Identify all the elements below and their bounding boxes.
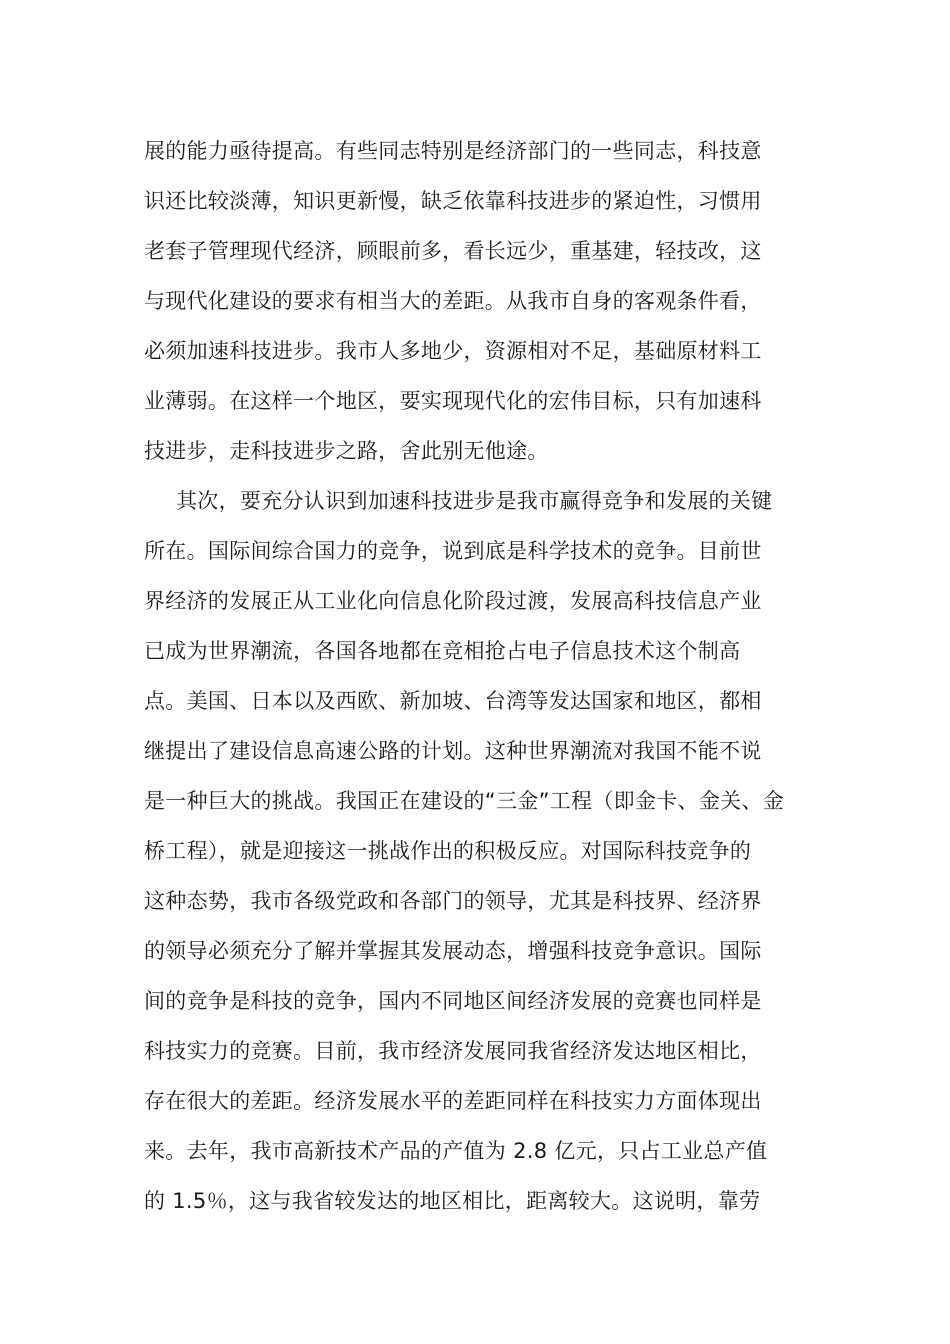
text-line: 与现代化建设的要求有相当大的差距。从我市自身的客观条件看， xyxy=(144,289,762,313)
text-line: 这种态势，我市各级党政和各部门的领导，尤其是科技界、经济界 xyxy=(144,889,762,913)
text-line: 识还比较淡薄，知识更新慢，缺乏依靠科技进步的紧迫性，习惯用 xyxy=(144,189,762,213)
text-line: 继提出了建设信息高速公路的计划。这种世界潮流对我国不能不说 xyxy=(144,739,762,763)
text-line: 间的竞争是科技的竞争，国内不同地区间经济发展的竞赛也同样是 xyxy=(144,989,762,1013)
text-line: 存在很大的差距。经济发展水平的差距同样在科技实力方面体现出 xyxy=(144,1089,762,1113)
text-line: 老套子管理现代经济，顾眼前多，看长远少，重基建，轻技改，这 xyxy=(144,239,762,263)
text-line: 科技实力的竞赛。目前，我市经济发展同我省经济发达地区相比， xyxy=(144,1039,762,1063)
text-line: 点。美国、日本以及西欧、新加坡、台湾等发达国家和地区，都相 xyxy=(144,689,762,713)
text-line: 的 1.5％，这与我省较发达的地区相比，距离较大。这说明，靠劳 xyxy=(144,1189,761,1213)
text-line: 是一种巨大的挑战。我国正在建设的“三金”工程（即金卡、金关、金 xyxy=(144,789,785,813)
text-line: 界经济的发展正从工业化向信息化阶段过渡，发展高科技信息产业 xyxy=(144,589,762,613)
paragraph-2 xyxy=(144,476,808,1226)
text-line: 业薄弱。在这样一个地区，要实现现代化的宏伟目标，只有加速科 xyxy=(144,389,762,413)
text-line: 的领导必须充分了解并掌握其发展动态，增强科技竞争意识。国际 xyxy=(144,939,762,963)
paragraph-1 xyxy=(144,126,808,476)
text-line: 其次，要充分认识到加速科技进步是我市赢得竞争和发展的关键 xyxy=(176,489,773,513)
text-line: 所在。国际间综合国力的竞争，说到底是科学技术的竞争。目前世 xyxy=(144,539,762,563)
text-line: 已成为世界潮流，各国各地都在竞相抢占电子信息技术这个制高 xyxy=(144,639,741,663)
text-line: 必须加速科技进步。我市人多地少，资源相对不足，基础原材料工 xyxy=(144,339,762,363)
text-line: 技进步，走科技进步之路，舍此别无他途。 xyxy=(144,439,549,463)
text-line: 桥工程），就是迎接这一挑战作出的积极反应。对国际科技竞争的 xyxy=(144,839,752,863)
text-line: 来。去年，我市高新技术产品的产值为 2.8 亿元，只占工业总产值 xyxy=(144,1139,768,1163)
body-text xyxy=(144,126,808,1226)
text-line: 展的能力亟待提高。有些同志特别是经济部门的一些同志，科技意 xyxy=(144,139,762,163)
